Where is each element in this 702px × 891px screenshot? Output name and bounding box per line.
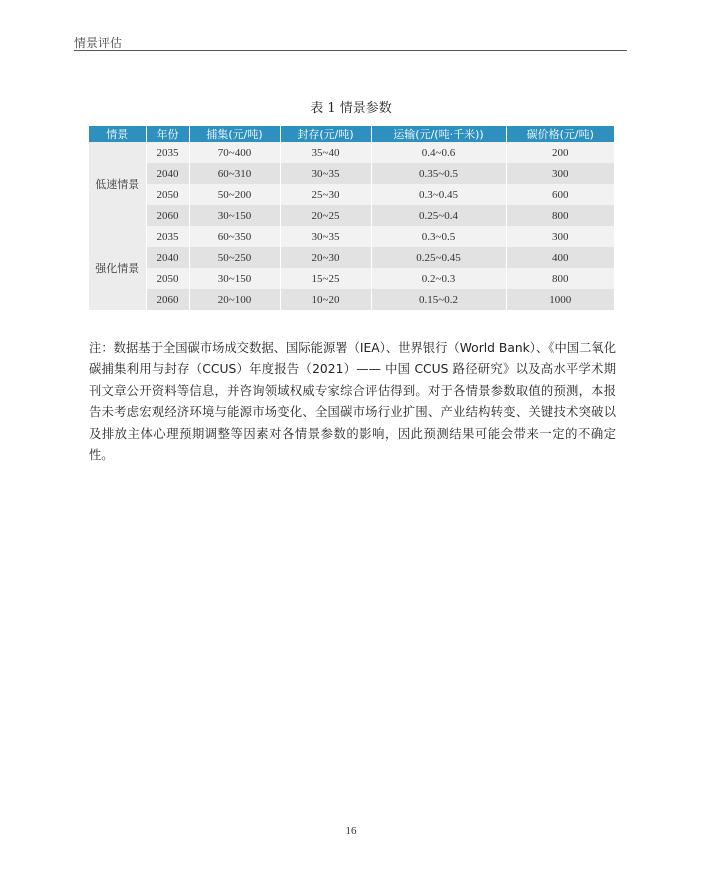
table-row: [89, 142, 614, 163]
column-header: 封存(元/吨): [280, 126, 371, 142]
table-cell: 0.3~0.45: [371, 184, 506, 205]
scenario-parameters-table: [89, 126, 614, 310]
running-header: 情景评估: [74, 36, 123, 50]
scenario-cell: 强化情景: [89, 226, 146, 310]
table-cell: 0.25~0.45: [371, 247, 506, 268]
table-cell: 0.15~0.2: [371, 289, 506, 310]
table-cell: 300: [506, 163, 614, 184]
page-number: 16: [345, 825, 357, 837]
table-cell: 600: [506, 184, 614, 205]
table-cell: 300: [506, 226, 614, 247]
column-header: 捕集(元/吨): [189, 126, 280, 142]
table-row: [89, 247, 614, 268]
table-row: [89, 184, 614, 205]
column-header: 情景: [89, 126, 146, 142]
table-cell: 10~20: [280, 289, 371, 310]
table-cell: 400: [506, 247, 614, 268]
table-cell: 2050: [146, 268, 189, 289]
table-cell: 2050: [146, 184, 189, 205]
table-cell: 60~350: [189, 226, 280, 247]
table-title: 表 1 情景参数: [310, 101, 392, 116]
table-cell: 20~100: [189, 289, 280, 310]
table-note: 注：数据基于全国碳市场成交数据、国际能源署（IEA）、世界银行（World Bank）、《中国二氧化碳捕集利用与封存（CCUS）年度报告（2021）—— 中国 CCUS 路径研究》以及高水平学术期刊文章公开资料等信息，并咨询领域权威专家综合评估得到。对于各情景参数取值的预测，本报告未考虑宏观经济环境与能源市场变化、全国碳市场行业扩围、产业结构转变、关键技术突破以及排放主体心理预期调整等因素对各情景参数的影响，因此预测结果可能会带来一定的不确定性。: [89, 341, 616, 463]
table-cell: 25~30: [280, 184, 371, 205]
table-row: [89, 289, 614, 310]
table-cell: 800: [506, 205, 614, 226]
table-cell: 0.35~0.5: [371, 163, 506, 184]
table-cell: 30~150: [189, 268, 280, 289]
table-row: [89, 163, 614, 184]
scenario-cell: 低速情景: [89, 142, 146, 226]
table-cell: 1000: [506, 289, 614, 310]
table-cell: 200: [506, 142, 614, 163]
table-cell: 70~400: [189, 142, 280, 163]
table-cell: 0.25~0.4: [371, 205, 506, 226]
table-row: [89, 226, 614, 247]
table-cell: 0.4~0.6: [371, 142, 506, 163]
table-cell: 30~35: [280, 226, 371, 247]
table-cell: 2035: [146, 226, 189, 247]
table-cell: 0.3~0.5: [371, 226, 506, 247]
table-row: [89, 268, 614, 289]
table-cell: 50~250: [189, 247, 280, 268]
table-cell: 30~35: [280, 163, 371, 184]
table-cell: 2060: [146, 289, 189, 310]
table-cell: 15~25: [280, 268, 371, 289]
table-cell: 20~25: [280, 205, 371, 226]
table-cell: 60~310: [189, 163, 280, 184]
table-cell: 2035: [146, 142, 189, 163]
column-header: 运输(元/(吨·千米)): [371, 126, 506, 142]
table-cell: 35~40: [280, 142, 371, 163]
table-row: [89, 205, 614, 226]
column-header: 年份: [146, 126, 189, 142]
header-rule: [74, 50, 627, 51]
table-cell: 800: [506, 268, 614, 289]
column-header: 碳价格(元/吨): [506, 126, 614, 142]
table-header-row: [89, 126, 614, 142]
table-cell: 2060: [146, 205, 189, 226]
table-cell: 2040: [146, 247, 189, 268]
table-cell: 30~150: [189, 205, 280, 226]
table-cell: 50~200: [189, 184, 280, 205]
table-cell: 2040: [146, 163, 189, 184]
table-cell: 20~30: [280, 247, 371, 268]
table-cell: 0.2~0.3: [371, 268, 506, 289]
